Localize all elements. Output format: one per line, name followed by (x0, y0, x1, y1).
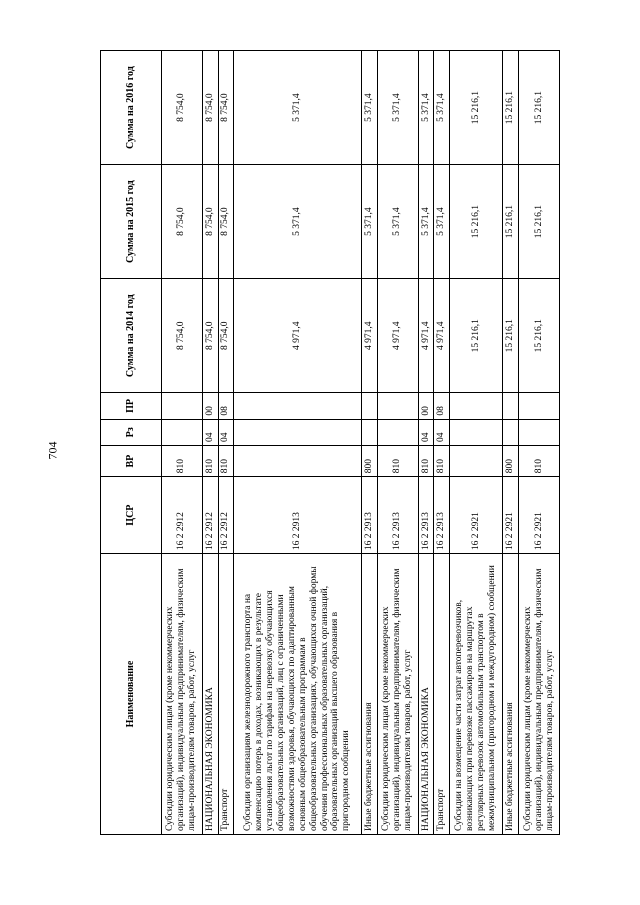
table-row (450, 51, 503, 835)
header-name: Наименование (101, 554, 162, 835)
cell-sum-2014: 4 971,4 (418, 279, 434, 393)
cell-rz (377, 419, 418, 445)
cell-rz (503, 419, 519, 445)
cell-csr: 16 2 2921 (503, 477, 519, 554)
cell-sum-2016: 5 371,4 (362, 51, 378, 165)
cell-vr: 810 (218, 446, 234, 477)
cell-sum-2015: 15 216,1 (503, 165, 519, 279)
cell-vr: 810 (519, 446, 560, 477)
cell-rz (450, 419, 503, 445)
cell-csr: 16 2 2912 (218, 477, 234, 554)
cell-csr: 16 2 2913 (434, 477, 450, 554)
cell-pr: 08 (434, 393, 450, 419)
cell-sum-2014: 4 971,4 (234, 279, 362, 393)
cell-pr (450, 393, 503, 419)
cell-rz: 04 (218, 419, 234, 445)
cell-sum-2015: 5 371,4 (362, 165, 378, 279)
cell-rz: 04 (418, 419, 434, 445)
table-row (234, 51, 362, 835)
table-row (418, 51, 434, 835)
table-row (519, 51, 560, 835)
cell-csr: 16 2 2913 (234, 477, 362, 554)
cell-name: Иные бюджетные ассигнования (362, 554, 378, 835)
cell-csr: 16 2 2921 (450, 477, 503, 554)
header-vr: ВР (101, 446, 162, 477)
cell-vr (234, 446, 362, 477)
cell-pr: 00 (202, 393, 218, 419)
cell-sum-2015: 5 371,4 (418, 165, 434, 279)
cell-sum-2016: 5 371,4 (418, 51, 434, 165)
cell-csr: 16 2 2913 (362, 477, 378, 554)
header-pr: ПР (101, 393, 162, 419)
cell-sum-2014: 15 216,1 (503, 279, 519, 393)
cell-name: Транспорт (434, 554, 450, 835)
cell-sum-2015: 5 371,4 (434, 165, 450, 279)
cell-vr: 810 (162, 446, 203, 477)
cell-name: Субсидии юридическим лицам (кроме некоммерческих организаций), индивидуальным предпринимателям, физическим лицам-производителям товаров, работ, услуг (519, 554, 560, 835)
cell-vr: 810 (377, 446, 418, 477)
cell-sum-2014: 4 971,4 (434, 279, 450, 393)
header-sum-2016: Сумма на 2016 год (101, 51, 162, 165)
cell-sum-2015: 5 371,4 (377, 165, 418, 279)
cell-rz: 04 (202, 419, 218, 445)
cell-sum-2016: 15 216,1 (503, 51, 519, 165)
cell-sum-2016: 8 754,0 (218, 51, 234, 165)
cell-vr (450, 446, 503, 477)
cell-sum-2015: 15 216,1 (519, 165, 560, 279)
cell-sum-2014: 4 971,4 (362, 279, 378, 393)
cell-pr (162, 393, 203, 419)
cell-vr: 810 (202, 446, 218, 477)
cell-pr (519, 393, 560, 419)
table-row (202, 51, 218, 835)
cell-rz (234, 419, 362, 445)
cell-sum-2016: 8 754,0 (162, 51, 203, 165)
cell-rz (519, 419, 560, 445)
table-row (218, 51, 234, 835)
cell-csr: 16 2 2921 (519, 477, 560, 554)
cell-sum-2016: 15 216,1 (450, 51, 503, 165)
table-header-row (101, 51, 162, 835)
cell-sum-2016: 8 754,0 (202, 51, 218, 165)
table-row (362, 51, 378, 835)
cell-sum-2016: 5 371,4 (434, 51, 450, 165)
cell-vr: 810 (418, 446, 434, 477)
table-row (377, 51, 418, 835)
cell-sum-2014: 4 971,4 (377, 279, 418, 393)
cell-name: НАЦИОНАЛЬНАЯ ЭКОНОМИКА (418, 554, 434, 835)
table-row (503, 51, 519, 835)
cell-rz (162, 419, 203, 445)
cell-pr (377, 393, 418, 419)
cell-sum-2015: 5 371,4 (234, 165, 362, 279)
cell-csr: 16 2 2913 (377, 477, 418, 554)
cell-pr (234, 393, 362, 419)
budget-table (100, 50, 560, 835)
cell-pr (362, 393, 378, 419)
cell-pr: 00 (418, 393, 434, 419)
cell-pr: 08 (218, 393, 234, 419)
cell-sum-2014: 15 216,1 (450, 279, 503, 393)
cell-pr (503, 393, 519, 419)
table-row (162, 51, 203, 835)
cell-csr: 16 2 2912 (202, 477, 218, 554)
cell-sum-2015: 8 754,0 (162, 165, 203, 279)
cell-csr: 16 2 2913 (418, 477, 434, 554)
cell-name: Субсидии юридическим лицам (кроме некоммерческих организаций), индивидуальным предпринимателям, физическим лицам-производителям товаров, работ, услуг (377, 554, 418, 835)
cell-sum-2016: 5 371,4 (377, 51, 418, 165)
cell-vr: 810 (434, 446, 450, 477)
table-row (434, 51, 450, 835)
cell-rz (362, 419, 378, 445)
cell-rz: 04 (434, 419, 450, 445)
cell-sum-2015: 8 754,0 (218, 165, 234, 279)
cell-sum-2014: 8 754,0 (162, 279, 203, 393)
header-rz: Рз (101, 419, 162, 445)
cell-name: Транспорт (218, 554, 234, 835)
cell-name: Иные бюджетные ассигнования (503, 554, 519, 835)
page-number: 704 (45, 441, 60, 460)
header-sum-2015: Сумма на 2015 год (101, 165, 162, 279)
cell-sum-2014: 15 216,1 (519, 279, 560, 393)
cell-vr: 800 (503, 446, 519, 477)
cell-csr: 16 2 2912 (162, 477, 203, 554)
cell-name: Субсидии юридическим лицам (кроме некоммерческих организаций), индивидуальным предпринимателям, физическим лицам-производителям товаров, работ, услуг (162, 554, 203, 835)
cell-name: Субсидии на возмещение части затрат автоперевозчиков, возникающих при перевозке пассажиров на маршрутах регулярных перевозок автомобильным транспортом в межмуниципальном (пригородном и междугородном) сообщении (450, 554, 503, 835)
cell-sum-2016: 5 371,4 (234, 51, 362, 165)
rotated-table-wrapper (100, 50, 560, 835)
cell-sum-2014: 8 754,0 (202, 279, 218, 393)
header-csr: ЦСР (101, 477, 162, 554)
cell-vr: 800 (362, 446, 378, 477)
cell-name: НАЦИОНАЛЬНАЯ ЭКОНОМИКА (202, 554, 218, 835)
cell-sum-2015: 15 216,1 (450, 165, 503, 279)
cell-sum-2015: 8 754,0 (202, 165, 218, 279)
cell-name: Субсидии организациям железнодорожного транспорта на компенсацию потерь в доходах, возникающих в результате установления льгот по тарифам на перевозку обучающихся общеобразовательных организаций, лиц с ограниченными возможностями здоровья, обучающихся по адаптированным основным общеобразовательным программам в общеобразовательных организациях, обучающихся очной формы обучения профессиональных образовательных организаций, образовательных организаций высшего образования в пригородном сообщении (234, 554, 362, 835)
cell-sum-2016: 15 216,1 (519, 51, 560, 165)
header-sum-2014: Сумма на 2014 год (101, 279, 162, 393)
cell-sum-2014: 8 754,0 (218, 279, 234, 393)
